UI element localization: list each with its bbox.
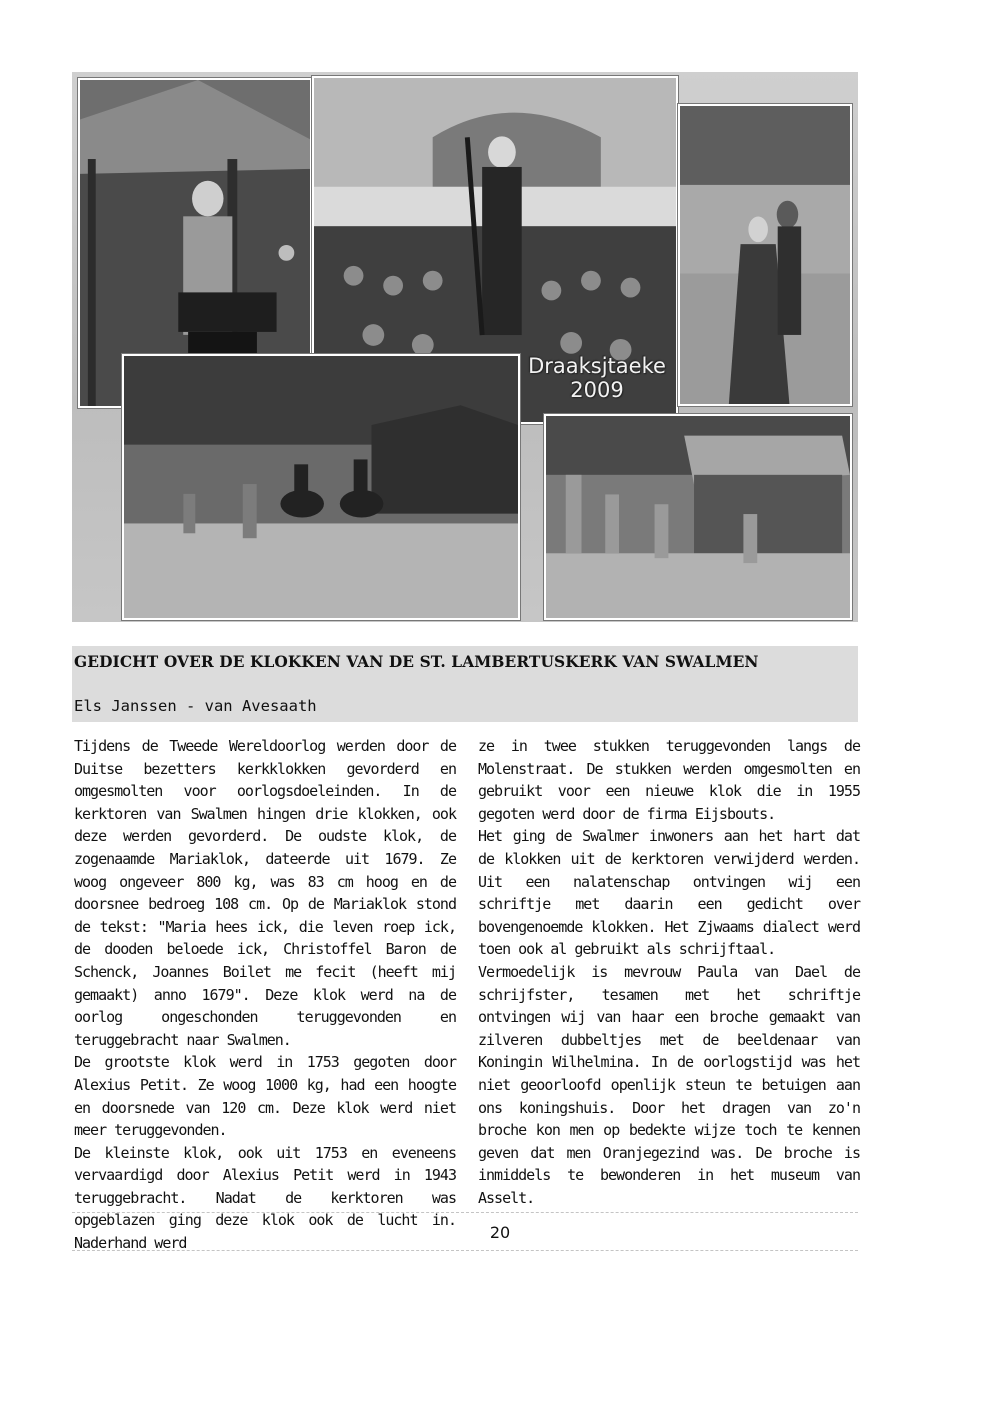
paragraph: Het ging de Swalmer inwoners aan het hart dat de klokken uit de kerktoren verwijderd werden. Uit een nalatenschap ontvingen wij een schriftje met daarin een gedicht over bovengenoemde klokken. Het Zjwaams dialect werd toen ook al gebruikt als schrijftaal.: [478, 827, 860, 959]
photo-wooden-hut-camp: [544, 414, 852, 620]
article-title: GEDICHT OVER DE KLOKKEN VAN DE ST. LAMBERTUSKERK VAN SWALMEN: [74, 653, 759, 671]
page-number: 20: [489, 1223, 511, 1242]
paragraph: Vermoedelijk is mevrouw Paula van Dael de schrijfster, tesamen met het schriftje ontvingen wij van haar een broche gemaakt van zilveren dubbeltjes met de beeldenaar van Koningin Wilhelmina. In de oorlogstijd was het niet geoorloofd openlijk steun te betuigen aan ons koningshuis. Door het dragen van zo'n broche kon men op bedekte wijze toch te kennen geven dat men Oranjegezind was. De broche is inmiddels te bewonderen in het museum van Asselt.: [478, 962, 860, 1207]
paragraph: ze in twee stukken teruggevonden langs de Molenstraat. De stukken werden omgesmolten en gebruikt voor een nieuwe klok die in 1955 gegoten werd door de firma Eijsbouts.: [478, 737, 860, 823]
collage-label: [518, 354, 676, 402]
footer-rule-top: [72, 1212, 858, 1213]
paragraph: De kleinste klok, ook uit 1753 en eveneens vervaardigd door Alexius Petit werd in 1943 teruggebracht. Nadat de kerktoren was opgeblazen ging deze klok ook de lucht in. Naderhand werd: [74, 1143, 456, 1253]
paragraph: De grootste klok werd in 1753 gegoten door Alexius Petit. Ze woog 1000 kg, had een hoogte en doorsnede van 120 cm. Deze klok werd niet meer teruggevonden.: [74, 1053, 456, 1140]
article-column-right: [478, 735, 860, 1209]
footer-rule-bottom: [72, 1250, 858, 1251]
photo-collage: [72, 72, 858, 622]
paragraph: Tijdens de Tweede Wereldoorlog werden door de Duitse bezetters kerkklokken gevorderd en omgesmolten voor oorlogsdoeleinden. In de kerktoren van Swalmen hingen drie klokken, ook deze werden gevorderd. De oudste klok, de zogenaamde Mariaklok, dateerde uit 1679. Ze woog ongeveer 800 kg, was 83 cm hoog en de doorsnee bedroeg 108 cm. Op de Mariaklok stond de tekst: "Maria hees ick, die leven roep ick, de dooden beloede ick, Christoffel Baron de Schenck, Joannes Boilet me fecit (heeft mij gemaakt) anno 1679". Deze klok werd na de oorlog ongeschonden teruggevonden en teruggebracht naar Swalmen.: [74, 737, 456, 1049]
photo-couple-by-water: [678, 104, 852, 406]
article-author: Els Janssen - van Avesaath: [74, 697, 317, 715]
photo-horse-riders-in-village: [122, 354, 520, 620]
collage-label-year: 2009: [570, 378, 624, 402]
collage-label-title: Draaksjtaeke: [528, 354, 666, 378]
article-column-left: [74, 735, 456, 1255]
